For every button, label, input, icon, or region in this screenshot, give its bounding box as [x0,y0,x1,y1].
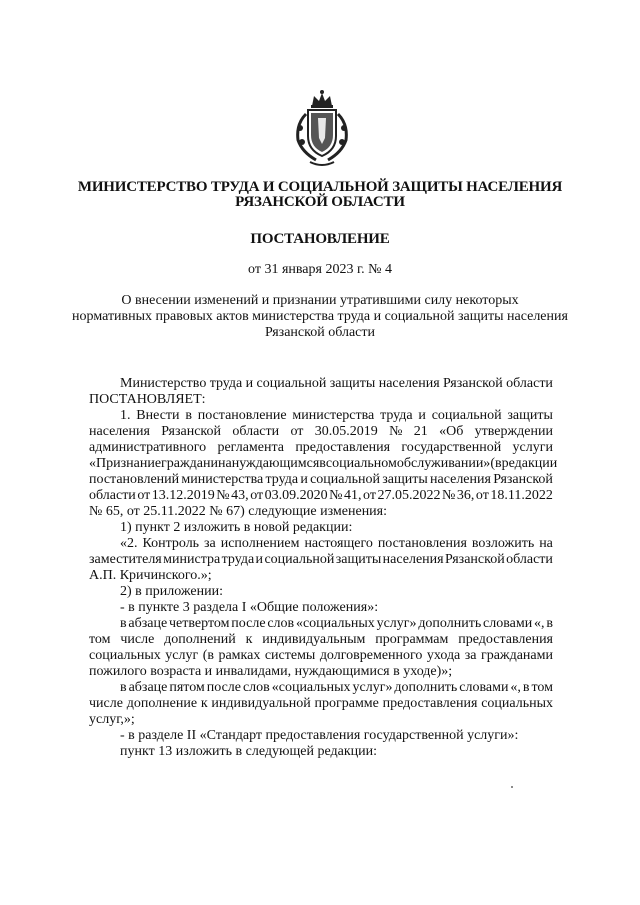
word: словами [483,616,533,631]
word: Рязанской [493,472,553,487]
word: индивидуальным [262,632,366,647]
body-line [120,536,553,552]
word: к [245,632,253,647]
word: программам [375,632,449,647]
body-line: пожилого возраста и инвалидами, нуждающимися в уходе)»; [89,664,453,679]
word: и [300,472,308,487]
body-line [120,616,553,632]
word: области [506,552,553,567]
word: «Об [439,424,464,439]
word: к [200,696,208,711]
word: социальном [325,456,397,471]
word: 18.11.2022 [490,488,553,503]
word: Контроль [142,536,200,551]
body-line: услуг,»; [89,712,135,727]
subject-line: нормативных правовых актов министерства труда и социальной защиты населения [72,309,568,324]
word: на [539,536,553,551]
word: социальной [256,376,327,391]
word: редакции [501,456,558,471]
word: дополнений [164,632,236,647]
body-line [89,648,553,664]
word: ухода [426,648,461,663]
body-line [120,408,553,424]
word: гражданами [480,648,553,663]
word: «, [534,616,545,631]
word: словами [459,680,509,695]
body-line: - в пункте 3 раздела I «Общие положения»: [120,600,379,615]
word: пятом [169,680,205,695]
word: социальной [431,408,502,423]
word: дополнить [394,680,458,695]
body-line [120,680,553,696]
word: Рязанской [443,376,503,391]
word: настоящего [304,536,373,551]
word: населения [378,376,440,391]
word: «, [510,680,521,695]
word: 36, [456,488,475,503]
word: Министерство [120,376,207,391]
word: социальных [89,648,161,663]
word: защиты [335,552,382,567]
body-line [89,696,553,712]
word: услуг» [352,680,393,695]
word: «2. [120,536,138,551]
scan-speck [511,786,513,788]
word: услуг» [376,616,417,631]
word: № [389,424,403,439]
word: дополнить [418,616,482,631]
word: области [232,424,280,439]
word: 41, [344,488,362,503]
word: 03.09.2020 [264,488,328,503]
word: заместителя [89,552,162,567]
word: Внести [136,408,180,423]
word: числе [120,632,155,647]
word: населения [89,424,150,439]
body-line [89,488,553,504]
body-line: 2) в приложении: [120,584,223,599]
ministry-name-line2: РЯЗАНСКОЙ ОБЛАСТИ [235,194,405,210]
word: обслуживании» [396,456,491,471]
word: «социальных [295,616,375,631]
word: от [250,488,264,503]
word: 1. [120,408,131,423]
word: населения [430,472,491,487]
word: от [137,488,151,503]
word: области [89,488,136,503]
word: абзаце [128,616,168,631]
word: дополнение [126,696,198,711]
word: министерства [292,408,375,423]
word: предоставления [458,632,553,647]
word: государственной [401,440,502,455]
body-line [89,632,553,648]
word: министерства [181,472,264,487]
word: и [245,376,254,391]
word: защиты [507,408,553,423]
word: в [120,616,127,631]
word: населения [382,552,444,567]
word: в [120,680,127,695]
word: за [464,648,477,663]
word: (в [202,648,214,663]
word: нуждающимся [231,456,320,471]
body-line: - в разделе II «Стандарт предоставления государственной услуги»: [120,728,519,743]
word: от [363,488,376,503]
word: регламента [217,440,284,455]
word: области [506,376,553,391]
word: слов [242,680,270,695]
word: долговременного [319,648,423,663]
ministry-name-line1: МИНИСТЕРСТВО ТРУДА И СОЦИАЛЬНОЙ ЗАЩИТЫ НАСЕЛЕНИЯ [77,179,563,195]
word: и [418,408,426,423]
word: абзаце [128,680,168,695]
body-line: 1) пункт 2 изложить в новой редакции: [120,520,353,535]
word: труда [221,552,255,567]
word: возложить [471,536,535,551]
body-line [89,472,553,488]
word: 43, [231,488,249,503]
word: и [255,552,264,567]
document-date-number: от 31 января 2023 г. № 4 [248,262,392,277]
word: административного [89,440,207,455]
word: постановление [197,408,287,423]
word: том [89,632,111,647]
word: труда [265,472,299,487]
word: труда [209,376,243,391]
word: труда [380,408,413,423]
word: 27.05.2022 [377,488,441,503]
word: постановлений [89,472,180,487]
word: социальной [264,552,335,567]
word: системы [264,648,316,663]
word: числе [89,696,123,711]
word: в [319,456,326,471]
word: № [442,488,456,503]
word: министра [163,552,221,567]
subject-line: Рязанской области [264,325,376,340]
word: слов [267,616,295,631]
word: утверждении [474,424,553,439]
body-line [89,552,553,568]
word: индивидуальной [211,696,311,711]
word: четвертом [169,616,230,631]
word: 13.12.2019 [151,488,215,503]
word: № [329,488,343,503]
word: в [522,680,530,695]
word: услуг [165,648,199,663]
word: услуги [512,440,553,455]
word: № [216,488,230,503]
body-line [89,456,558,472]
word: Рязанской [161,424,221,439]
body-line: пункт 13 изложить в следующей редакции: [120,744,377,759]
body-line: А.П. Кричинского.»; [89,568,212,583]
body-line [89,440,553,456]
word: от [290,424,304,439]
body-line [120,376,553,392]
word: за [204,536,216,551]
word: предоставления [295,440,391,455]
word: 30.05.2019 [314,424,378,439]
body-line [89,424,553,440]
word: социальных [481,696,553,711]
word: социальной [310,472,380,487]
word: 21 [413,424,428,439]
word: рамках [218,648,261,663]
word: предоставления [382,696,478,711]
word: от [475,488,489,503]
word: исполнением [220,536,300,551]
body-line: ПОСТАНОВЛЯЕТ: [89,392,206,407]
word: после [231,616,266,631]
word: том [531,680,553,695]
word: Рязанской [444,552,505,567]
coat-of-arms-icon [290,88,354,170]
word: в [546,616,553,631]
word: гражданина [161,456,232,471]
word: защиты [329,376,376,391]
word: после [206,680,242,695]
word: программе [314,696,379,711]
document-type-title: ПОСТАНОВЛЕНИЕ [250,231,390,247]
subject-line: О внесении изменений и признании утратившими силу некоторых [121,293,519,308]
word: защиты [382,472,428,487]
word: «социальных [271,680,351,695]
word: в [185,408,192,423]
body-line: № 65, от 25.11.2022 № 67) следующие изменения: [89,504,388,519]
word: «Признание [89,456,162,471]
word: постановления [377,536,467,551]
word: (в [490,456,502,471]
